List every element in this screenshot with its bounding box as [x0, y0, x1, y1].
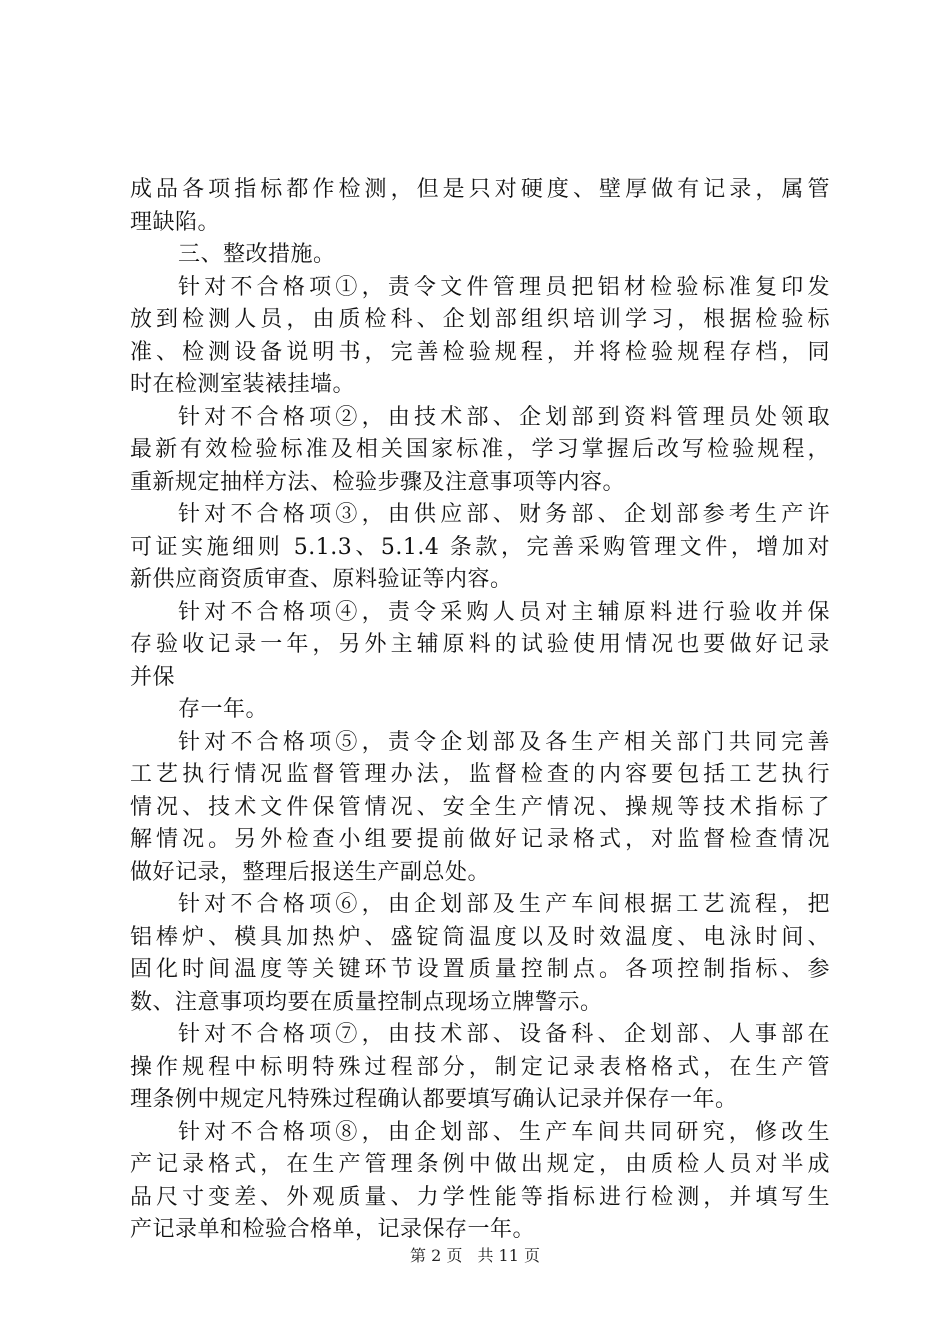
- text-line: 新供应商资质审查、原料验证等内容。: [130, 567, 513, 592]
- text-line: 固化时间温度等关键环节设置质量控制点。各项控制指标、参: [130, 957, 830, 982]
- text-line: 存验收记录一年，另外主辅原料的试验使用情况也要做好记录: [130, 632, 830, 657]
- text-line: 针对不合格项⑥，由企划部及生产车间根据工艺流程，把: [178, 892, 830, 917]
- text-line: 工艺执行情况监督管理办法，监督检查的内容要包括工艺执行: [130, 762, 830, 787]
- page-footer: [0, 1243, 950, 1266]
- text-line: 产记录格式，在生产管理条例中做出规定，由质检人员对半成: [130, 1152, 830, 1177]
- text-line: 针对不合格项⑤，责令企划部及各生产相关部门共同完善: [178, 729, 830, 755]
- text-line: 最新有效检验标准及相关国家标准，学习掌握后改写检验规程，: [130, 437, 830, 462]
- text-line: 品尺寸变差、外观质量、力学性能等指标进行检测，并填写生: [130, 1184, 830, 1210]
- page-total: 共 11 页: [477, 1246, 540, 1265]
- text-line: 做好记录，整理后报送生产副总处。: [130, 859, 491, 885]
- text-line: 产记录单和检验合格单，记录保存一年。: [130, 1217, 536, 1242]
- text-line: 针对不合格项③，由供应部、财务部、企划部参考生产许: [178, 502, 830, 527]
- text-line: 解情况。另外检查小组要提前做好记录格式，对监督检查情况: [130, 827, 830, 852]
- text-line: 操作规程中标明特殊过程部分，制定记录表格格式，在生产管: [130, 1054, 830, 1080]
- text-line: 针对不合格项⑧，由企划部、生产车间共同研究，修改生: [178, 1119, 830, 1145]
- text-line: 准、检测设备说明书，完善检验规程，并将检验规程存档，同: [130, 339, 830, 365]
- text-line: 针对不合格项④，责令采购人员对主辅原料进行验收并保: [178, 599, 830, 625]
- text-line: 成品各项指标都作检测，但是只对硬度、壁厚做有记录，属管: [130, 177, 830, 202]
- document-body: [130, 174, 830, 1247]
- text-line: 针对不合格项②，由技术部、企划部到资料管理员处领取: [178, 404, 830, 430]
- text-line: 存一年。: [178, 697, 269, 722]
- text-line: 并保: [130, 664, 176, 690]
- text-line: 针对不合格项⑦，由技术部、设备科、企划部、人事部在: [178, 1022, 830, 1047]
- text-line: 理缺陷。: [130, 209, 221, 235]
- text-line: 铝棒炉、模具加热炉、盛锭筒温度以及时效温度、电泳时间、: [130, 924, 830, 950]
- text-line: 理条例中规定凡特殊过程确认都要填写确认记录并保存一年。: [130, 1087, 738, 1112]
- page-number: 第 2 页: [410, 1246, 463, 1265]
- text-line: 数、注意事项均要在质量控制点现场立牌警示。: [130, 989, 603, 1015]
- text-line: 时在检测室装裱挂墙。: [130, 372, 356, 397]
- text-line: 针对不合格项①，责令文件管理员把铝材检验标准复印发: [178, 274, 830, 300]
- text-line: 重新规定抽样方法、检验步骤及注意事项等内容。: [130, 469, 626, 495]
- text-line: 放到检测人员，由质检科、企划部组织培训学习，根据检验标: [130, 307, 830, 332]
- text-line: 可证实施细则 5.1.3、5.1.4 条款，完善采购管理文件，增加对: [130, 534, 830, 560]
- text-line: 情况、技术文件保管情况、安全生产情况、操规等技术指标了: [130, 794, 830, 820]
- text-line: 三、整改措施。: [178, 242, 336, 267]
